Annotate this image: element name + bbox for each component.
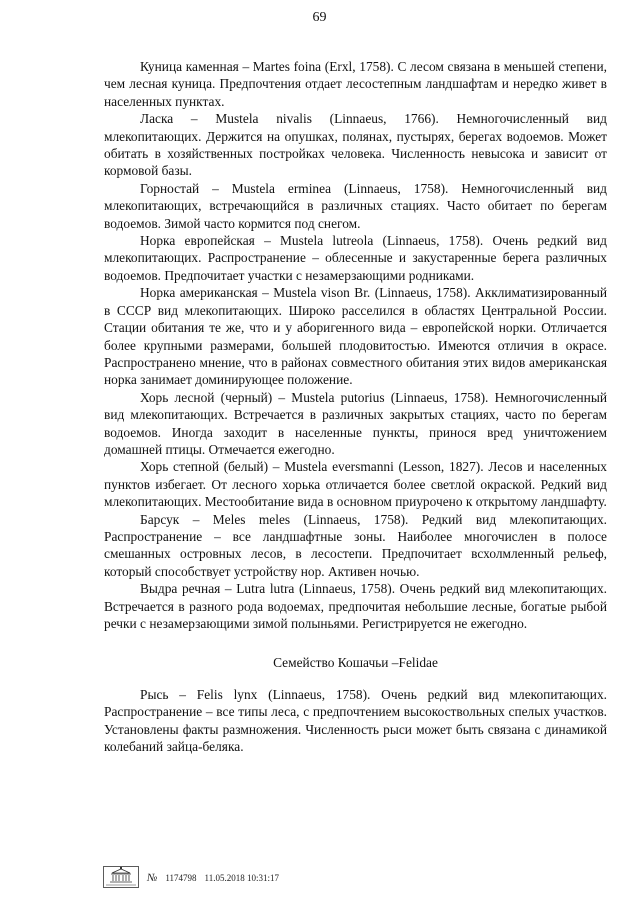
document-number: 1174798 <box>165 873 197 883</box>
page-number: 69 <box>312 10 327 25</box>
paragraph-martes-foina: Куница каменная – Martes foina (Erxl, 1758). С лесом связана в меньшей степени, чем лесная куница. Предпочтения отдает лесостепным ландшафтам и нередко живет в населенных пунктах. <box>104 59 607 109</box>
paragraph-felis-lynx: Рысь – Felis lynx (Linnaeus, 1758). Очень редкий вид млекопитающих. Распространение – все типы леса, с предпочтением высокоствольных спелых участков. Установлены факты размножения. Численность рыси может быть связана с динамикой колебаний зайца-беляка. <box>104 686 607 755</box>
paragraph-mustela-putorius: Хорь лесной (черный) – Mustela putorius (Linnaeus, 1758). Немногочисленный вид млекопитающих. Встречается в различных закрытых стациях, часто по берегам водоемов. Иногда заходит в населенные пункты, принося вред уничтожением домашней птицы. Отмечается ежегодно. <box>104 389 607 457</box>
paragraph-mustela-lutreola: Норка европейская – Mustela lutreola (Linnaeus, 1758). Очень редкий вид млекопитающих. Распространение – облесенные и закустаренные берега различных водоемов. Предпочитает участки с незамерзающими родниками. <box>104 233 607 283</box>
paragraph-mustela-vison: Норка американская – Mustela vison Br. (Linnaeus, 1758). Акклиматизированный в СССР вид млекопитающих. Широко расселился в областях Центральной России. Стации обитания те же, что и у аборигенного вида – европейской норки. Отличается более крупными размерами, большей плодовитостью. Имеются отличия в окрасе. Распространено мнение, что в районах совместного обитания этих видов американская норка занимает доминирующее положение. <box>104 285 607 388</box>
document-body <box>104 58 607 755</box>
paragraph-lutra-lutra: Выдра речная – Lutra lutra (Linnaeus, 1758). Очень редкий вид млекопитающих. Встречается в разного рода водоемах, предпочитая небольшие лесные, богатые рыбой речки с незамерзающими зимой полыньями. Регистрируется не ежегодно. <box>104 581 607 631</box>
number-sign: № <box>147 872 158 884</box>
document-timestamp: 11.05.2018 10:31:17 <box>204 873 279 883</box>
paragraph-mustela-eversmanni: Хорь степной (белый) – Mustela eversmanni (Lesson, 1827). Лесов и населенных пунктов избегает. От лесного хорька отличается более светлой окраской. Редкий вид млекопитающих. Местообитание вида в основном приурочено к открытому ландшафту. <box>104 459 607 510</box>
paragraph-mustela-erminea: Горностай – Mustela erminea (Linnaeus, 1758). Немногочисленный вид млекопитающих, встречающийся в различных стациях. Часто обитает по берегам водоемов. Зимой часто кормится под снегом. <box>104 180 607 231</box>
document-footer <box>103 866 279 890</box>
government-building-stamp-icon <box>103 866 139 890</box>
section-heading-felidae: Семейство Кошачьи –Felidae <box>273 655 438 671</box>
paragraph-mustela-nivalis: Ласка – Mustela nivalis (Linnaeus, 1766). Немногочисленный вид млекопитающих. Держится на опушках, полянах, пустырях, берегах водоемов. Может обитать в хозяйственных постройках человека. Численность невысока и зависит от кормовой базы. <box>104 111 607 179</box>
paragraph-meles-meles: Барсук – Meles meles (Linnaeus, 1758). Редкий вид млекопитающих. Распространение – все ландшафтные зоны. Наиболее многочислен в полосе смешанных островных лесов, в лесостепи. Предпочитает всхолмленный рельеф, который способствует устройству нор. Активен ночью. <box>104 511 607 579</box>
